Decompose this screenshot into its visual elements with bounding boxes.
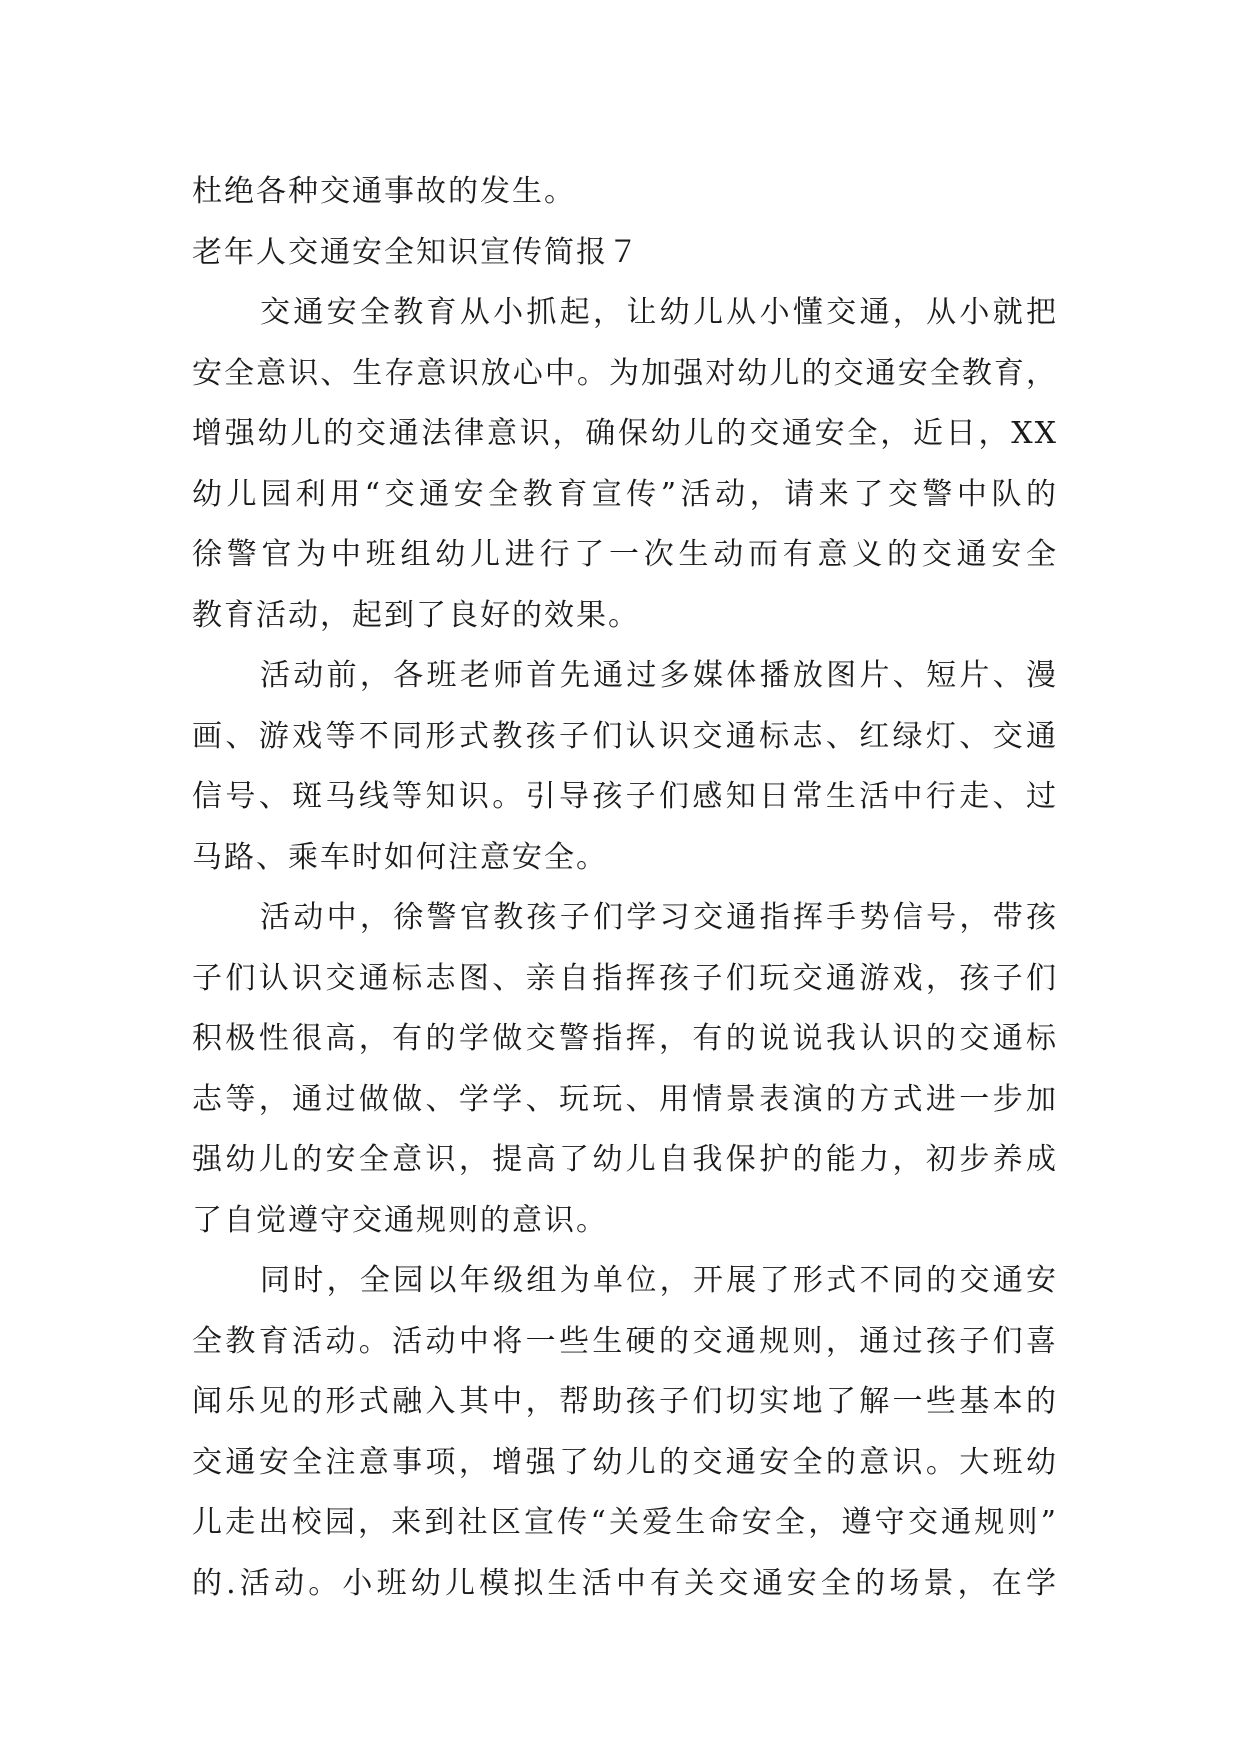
paragraph-line: 全教育活动。活动中将一些生硬的交通规则，通过孩子们喜 bbox=[192, 1323, 1058, 1359]
paragraph-3 bbox=[192, 888, 1058, 1251]
paragraph-line: 子们认识交通标志图、亲自指挥孩子们玩交通游戏，孩子们 bbox=[192, 960, 1058, 996]
paragraph-1 bbox=[192, 283, 1058, 646]
paragraph-line: 教育活动，起到了良好的效果。 bbox=[192, 597, 640, 633]
paragraph-line: 徐警官为中班组幼儿进行了一次生动而有意义的交通安全 bbox=[192, 537, 1058, 572]
paragraph-line: 了自觉遵守交通规则的意识。 bbox=[192, 1202, 608, 1238]
paragraph-line: 闻乐见的形式融入其中，帮助孩子们切实地了解一些基本的 bbox=[192, 1384, 1058, 1419]
opening-line: 杜绝各种交通事故的发生。 bbox=[192, 174, 576, 209]
paragraph-line: 志等，通过做做、学学、玩玩、用情景表演的方式进一步加 bbox=[192, 1081, 1058, 1117]
paragraph-2 bbox=[192, 646, 1058, 888]
paragraph-line: 画、游戏等不同形式教孩子们认识交通标志、红绿灯、交通 bbox=[192, 718, 1058, 754]
document-heading: 老年人交通安全知识宣传简报７ bbox=[192, 234, 640, 270]
document-body bbox=[192, 162, 1058, 1614]
paragraph-line: 积极性很高，有的学做交警指挥，有的说说我认识的交通标 bbox=[192, 1021, 1058, 1056]
paragraph-line: 交通安全注意事项，增强了幼儿的交通安全的意识。大班幼 bbox=[192, 1444, 1058, 1480]
paragraph-line: 信号、斑马线等知识。引导孩子们感知日常生活中行走、过 bbox=[192, 779, 1058, 814]
paragraph-line: 安全意识、生存意识放心中。为加强对幼儿的交通安全教育， bbox=[192, 355, 1058, 391]
paragraph-line: 强幼儿的安全意识，提高了幼儿自我保护的能力，初步养成 bbox=[192, 1142, 1058, 1177]
paragraph-line: 增强幼儿的交通法律意识，确保幼儿的交通安全，近日，XX bbox=[192, 416, 1058, 451]
paragraph-line: 的.活动。小班幼儿模拟生活中有关交通安全的场景，在学 bbox=[192, 1565, 1058, 1601]
paragraph-line: 儿走出校园，来到社区宣传“关爱生命安全，遵守交通规则” bbox=[192, 1505, 1058, 1540]
paragraph-4 bbox=[192, 1251, 1058, 1614]
paragraph-line: 活动中，徐警官教孩子们学习交通指挥手势信号，带孩 bbox=[260, 900, 1058, 935]
paragraph-line: 幼儿园利用“交通安全教育宣传”活动，请来了交警中队的 bbox=[192, 476, 1058, 512]
paragraph-line: 同时，全园以年级组为单位，开展了形式不同的交通安 bbox=[260, 1263, 1058, 1298]
paragraph-line: 马路、乘车时如何注意安全。 bbox=[192, 839, 608, 875]
paragraph-line: 交通安全教育从小抓起，让幼儿从小懂交通，从小就把 bbox=[260, 295, 1058, 330]
paragraph-line: 活动前，各班老师首先通过多媒体播放图片、短片、漫 bbox=[260, 658, 1058, 693]
